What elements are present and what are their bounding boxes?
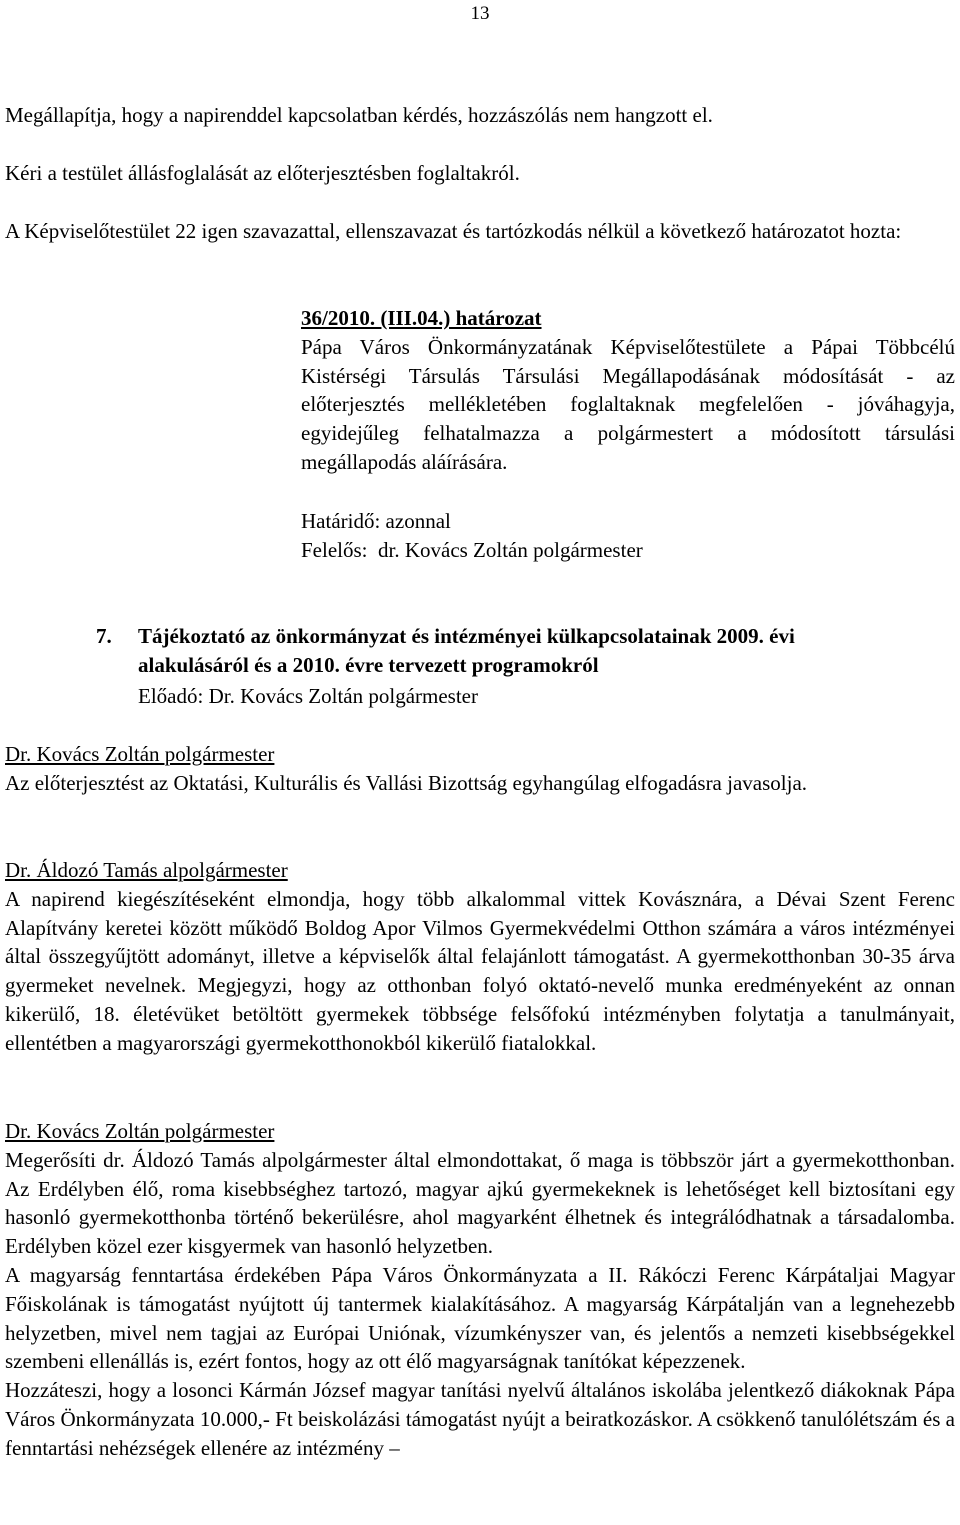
- resolution-title: 36/2010. (III.04.) határozat: [301, 306, 542, 330]
- speaker-name: Dr. Kovács Zoltán polgármester: [5, 742, 275, 766]
- speech-text: Az előterjesztést az Oktatási, Kulturális és Vallási Bizottság egyhangúlag elfogadásra javasolja.: [5, 770, 808, 795]
- paragraph-vote-result: A Képviselőtestület 22 igen szavazattal, ellenszavazat és tartózkodás nélkül a következő határozatot hozta:: [5, 219, 902, 243]
- agenda-item-title-line2: alakulásáról és a 2010. évre tervezett programokról: [138, 652, 599, 677]
- speech-text: A napirend kiegészítéseként elmondja, hogy több alkalommal vittek Kovásznára, a Dévai Szent Ferenc Alapítvány keretei között működő Boldog Apor Vilmos Gyermekvédelmi Otthon számára a város intézményei által összegyűjtött adományt, illetve a képviselők által felajánlott támogatást. A gyermekotthonban 30-35 árva gyermeket nevelnek. Megjegyzi, hogy az otthonban folyó oktató-nevelő munka eredményeként az onnan kikerülő, 18. életévüket betöltött gyermekek többsége felsőfokú intézményben folytatja a tanulmányait, ellentétben a magyarországi gyermekotthonokból kikerülő fiatalokkal.: [5, 886, 955, 1055]
- speech-text-paragraph-3: Hozzáteszi, hogy a losonci Kármán József magyar tanítási nyelvű általános iskolába jelentkező diákoknak Pápa Város Önkormányzata 10.000,- Ft beiskolázási támogatást nyújt a beiratkozáskor. A csökkenő tanulólétszám és a fenntartási nehézségek ellenére az intézmény –: [5, 1378, 955, 1460]
- page-number: 13: [470, 3, 490, 24]
- resolution-body: Pápa Város Önkormányzatának Képviselőtestülete a Pápai Többcélú Kistérségi Társulás Társulási Megállapodásának módosítását - az előterjesztés mellékletében foglaltaknak megfelelően - jóváhagyja, egyidejűleg felhatalmazza a polgármestert a módosított társulási megállapodás aláírására.: [301, 334, 955, 474]
- agenda-item-title-line1: Tájékoztató az önkormányzat és intézményei külkapcsolatainak 2009. évi: [138, 624, 795, 648]
- paragraph-request-position: Kéri a testület állásfoglalását az előterjesztésben foglaltakról.: [5, 161, 520, 185]
- speech-text-paragraph-1: Megerősíti dr. Áldozó Tamás alpolgármester által elmondottakat, ő maga is többször járt a gyermekotthonban. Az Erdélyben élő, roma kisebbséghez tartozó, magyar ajkú gyermekeknek is lehetőséget kell biztosítani egy hasonló gyermekotthonba történő bekerülésre, ahol magyarként élhetnek és integrálódhatnak a társadalomba. Erdélyben közel ezer kisgyermek van hasonló helyzetben.: [5, 1147, 955, 1259]
- speech-block-3: [5, 1117, 955, 1463]
- paragraph-no-questions: Megállapítja, hogy a napirenddel kapcsolatban kérdés, hozzászólás nem hangzott el.: [5, 103, 713, 127]
- resolution-deadline: Határidő: azonnal: [301, 509, 451, 533]
- agenda-item-number: 7.: [96, 624, 112, 648]
- agenda-item-heading: [96, 622, 956, 680]
- speaker-name: Dr. Kovács Zoltán polgármester: [5, 1119, 275, 1143]
- agenda-item-presenter: Előadó: Dr. Kovács Zoltán polgármester: [138, 684, 478, 708]
- speech-text-paragraph-2: A magyarság fenntartása érdekében Pápa Város Önkormányzata a II. Rákóczi Ferenc Kárpátaljai Magyar Főiskolának is támogatást nyújtott új tantermek kialakításához. A magyarság Kárpátalján van a legnehezebb helyzetben, mivel nem tagjai az Európai Uniónak, vízumkényszer van, és jelentős a nemzeti kisebbségekkel szembeni ellenállás is, ezért fontos, hogy az ott élő magyarságnak tanítókat képezzenek.: [5, 1262, 955, 1374]
- resolution-block: [301, 304, 955, 477]
- speech-block-1: [5, 740, 955, 798]
- resolution-meta: [301, 507, 955, 565]
- speech-block-2: [5, 856, 955, 1058]
- speaker-name: Dr. Áldozó Tamás alpolgármester: [5, 858, 288, 882]
- resolution-responsible: Felelős: dr. Kovács Zoltán polgármester: [301, 537, 643, 562]
